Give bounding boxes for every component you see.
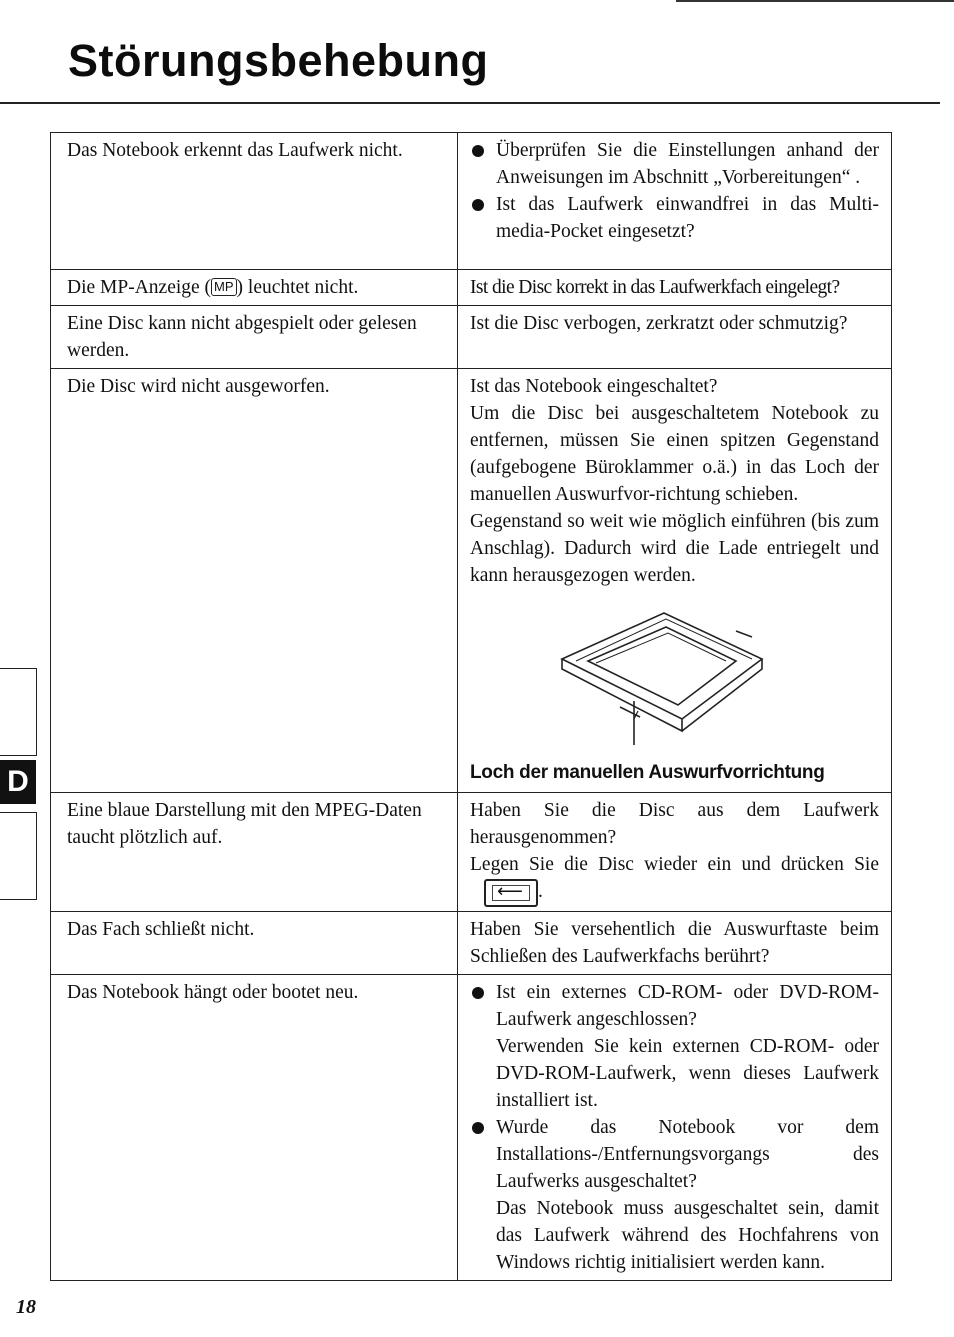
table-row: [51, 792, 891, 911]
page-number: 18: [16, 1296, 36, 1318]
solution-text: Ist die Disc korrekt in das Laufwerkfach eingelegt?: [470, 277, 840, 298]
title-rule: [0, 102, 940, 104]
chapter-tab-d: D: [0, 760, 36, 804]
problem-text: Das Fach schließt nicht.: [67, 918, 255, 940]
solution-cell: [458, 975, 891, 1280]
problem-text: Das Notebook erkennt das Laufwerk nicht.: [67, 140, 403, 161]
solution-paragraph: Um die Disc bei ausgeschaltetem Notebook zu entfernen, müssen Sie einen spitzen Gegenstand (aufgebogene Büroklammer o.ä.) in das Loch der manuellen Auswurfvor-richtung schieben.: [470, 403, 879, 505]
table-row: [51, 911, 891, 974]
solution-text: Ist die Disc verbogen, zerkratzt oder schmutzig?: [470, 313, 848, 334]
troubleshooting-table: [50, 132, 892, 1281]
chapter-tab-upper: [0, 668, 37, 756]
table-row: [51, 974, 891, 1280]
bullet-item: Überprüfen Sie die Einstellungen anhand der Anweisungen im Abschnitt „Vorbereitungen“ .: [470, 137, 879, 191]
bullet-item: Ist ein externes CD-ROM- oder DVD-ROM-Laufwerk angeschlossen? Verwenden Sie kein externen CD-ROM- oder DVD-ROM-Laufwerk, wenn dieses Laufwerk installiert ist.: [470, 979, 879, 1114]
bullet-icon: [472, 145, 484, 157]
solution-cell: [458, 793, 891, 911]
mp-indicator-icon: MP: [211, 278, 237, 296]
table-row: [51, 133, 891, 269]
problem-text: Die Disc wird nicht ausgeworfen.: [67, 376, 330, 397]
table-row: [51, 269, 891, 305]
problem-text: Das Notebook hängt oder bootet neu.: [67, 981, 359, 1003]
problem-text: Die MP-Anzeige ( MP ) leuchtet nicht.: [67, 277, 359, 298]
bullet-item: Wurde das Notebook vor dem Installations-/Entfernungsvorgangs des Laufwerks ausgeschaltet? Das Notebook muss ausgeschaltet sein, damit das Laufwerk während des Hochfahrens von Windows richtig initialisiert werden kann.: [470, 1114, 879, 1276]
drive-tray-drawing: [470, 607, 870, 755]
problem-cell: [51, 912, 458, 974]
enter-key-icon: ⟵: [484, 879, 538, 907]
problem-cell: [51, 306, 458, 368]
solution-cell: [458, 133, 891, 269]
bullet-icon: [472, 1122, 484, 1134]
solution-cell: [458, 912, 891, 974]
top-edge-line: [676, 0, 954, 2]
table-row: [51, 305, 891, 368]
solution-paragraph: Legen Sie die Disc wieder ein und drücken Sie ⟵ .: [470, 851, 879, 907]
problem-text: Eine blaue Darstellung mit den MPEG-Daten taucht plötzlich auf.: [67, 800, 422, 848]
bullet-item: Ist das Laufwerk einwandfrei in das Multi-media-Pocket eingesetzt?: [470, 191, 879, 245]
solution-text: Haben Sie versehentlich die Auswurftaste beim Schließen des Laufwerkfachs berührt?: [470, 918, 879, 967]
problem-cell: [51, 270, 458, 305]
solution-cell: [458, 270, 891, 305]
solution-cell: [458, 306, 891, 368]
page-title: Störungsbehebung: [68, 35, 489, 86]
bullet-icon: [472, 987, 484, 999]
problem-cell: [51, 133, 458, 269]
solution-paragraph: Ist das Notebook eingeschaltet?: [470, 376, 718, 397]
problem-cell: [51, 975, 458, 1280]
chapter-tab-lower: [0, 812, 37, 900]
solution-cell: [458, 369, 891, 792]
problem-cell: [51, 793, 458, 911]
problem-cell: [51, 369, 458, 792]
bullet-icon: [472, 199, 484, 211]
figure-caption: Loch der manuellen Auswurfvorrichtung: [470, 762, 825, 783]
problem-text: Eine Disc kann nicht abgespielt oder gelesen werden.: [67, 313, 417, 361]
drive-tray-illustration: [470, 607, 879, 755]
solution-paragraph: Haben Sie die Disc aus dem Laufwerk herausgenommen?: [470, 800, 879, 848]
table-row: [51, 368, 891, 792]
solution-paragraph: Gegenstand so weit wie möglich einführen (bis zum Anschlag). Dadurch wird die Lade entriegelt und kann herausgezogen werden.: [470, 511, 879, 586]
